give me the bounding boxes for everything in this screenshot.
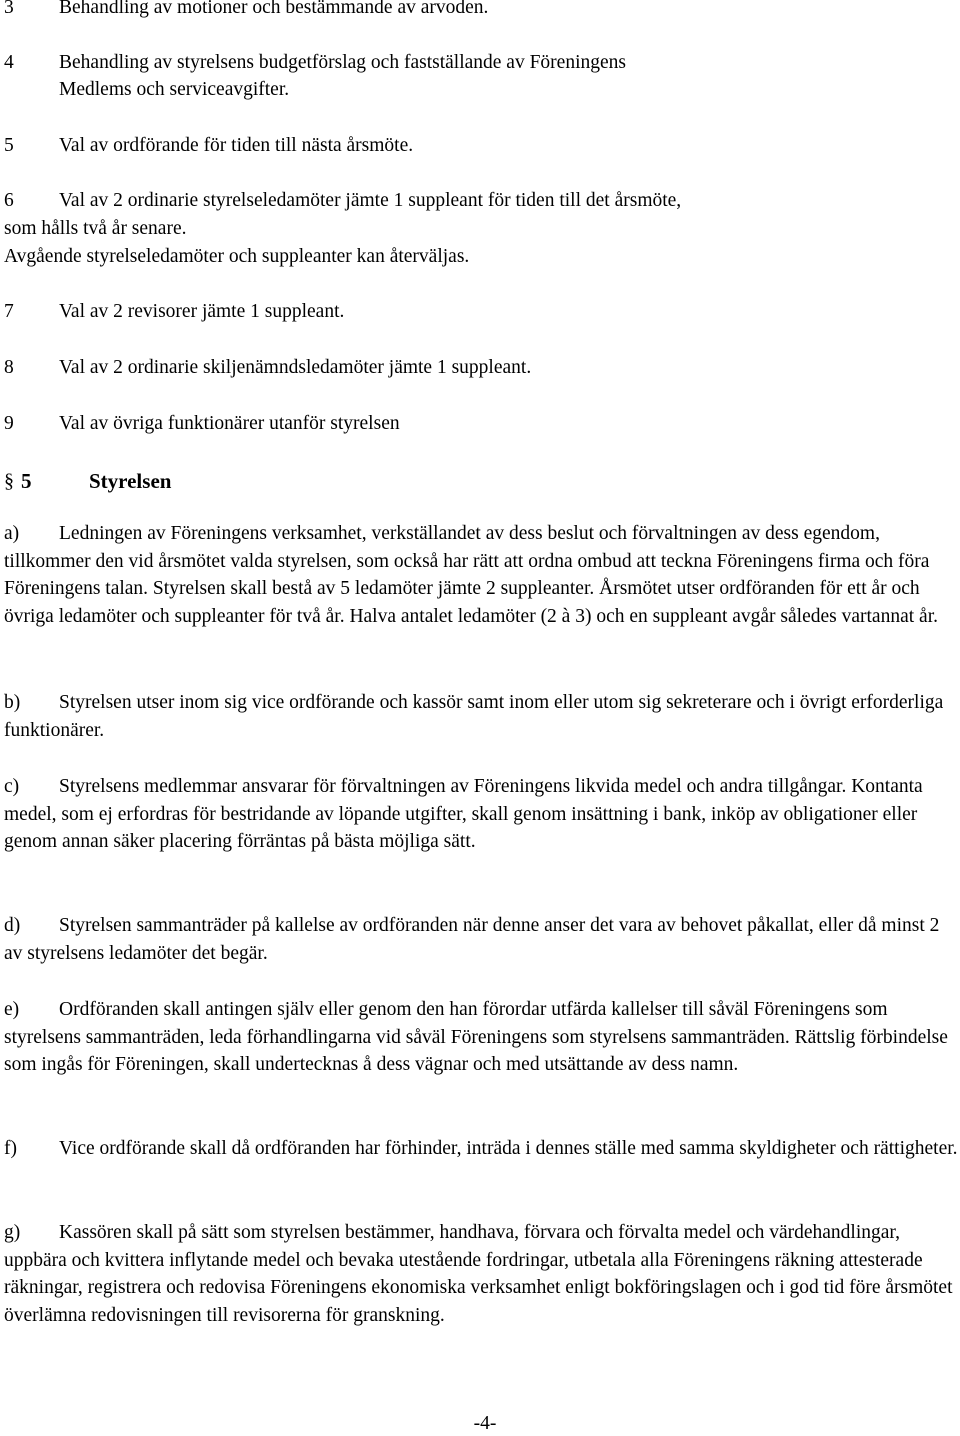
agenda-item-text: Behandling av styrelsens budgetförslag och fastställande av Föreningens xyxy=(59,52,626,73)
paragraph-text: Ordföranden skall antingen själv eller genom den han förordar utfärda kallelser till såväl Föreningens som styrelsens sammanträden, leda förhandlingarna vid såväl Föreningens som styrelsens sammanträden. Rättslig förbindelse som ingås för Föreningen, skall undertecknas å dess vägnar och med utsättande av dess namn. xyxy=(4,999,948,1076)
section-symbol: § xyxy=(4,470,14,492)
paragraph-label: a) xyxy=(4,523,20,544)
paragraph-label: f) xyxy=(4,1138,17,1159)
paragraph-d xyxy=(4,912,960,967)
paragraph-text: Styrelsens medlemmar ansvarar för förvaltningen av Föreningens likvida medel och andra tillgångar. Kontanta medel, som ej erfordras för bestridande av löpande utgifter, skall genom insättning i bank, inköp av obligationer eller genom annan säker placering förräntas på bästa möjliga sätt. xyxy=(4,776,923,853)
agenda-item-6-continuation: som hålls två år senare. xyxy=(4,218,187,239)
paragraph-g xyxy=(4,1219,960,1330)
agenda-item-text: Val av 2 ordinarie styrelseledamöter jämte 1 suppleant för tiden till det årsmöte, xyxy=(59,190,682,211)
paragraph-f xyxy=(4,1135,960,1163)
agenda-item-text: Medlems och serviceavgifter. xyxy=(59,79,290,100)
paragraph-label: g) xyxy=(4,1222,21,1243)
agenda-item-number: 6 xyxy=(4,190,14,211)
paragraph-text: Styrelsen utser inom sig vice ordförande och kassör samt inom eller utom sig sekreterare och i övrigt erforderliga funktionärer. xyxy=(4,692,944,741)
agenda-item-number: 4 xyxy=(4,52,14,73)
agenda-item-number: 8 xyxy=(4,357,14,378)
paragraph-text: Kassören skall på sätt som styrelsen bestämmer, handhava, förvara och förvalta medel och värdehandlingar, uppbära och kvittera inflytande medel och bevaka utestående fordringar, utbetala alla Föreningens räkning attesterade räkningar, registrera och redovisa Föreningens ekonomiska verksamhet enligt bokföringslagen och i god tid före årsmötet överlämna redovisningen till revisorerna för granskning. xyxy=(4,1222,953,1327)
paragraph-e xyxy=(4,996,960,1079)
paragraph-label: b) xyxy=(4,692,21,713)
paragraph-label: c) xyxy=(4,776,20,797)
paragraph-b xyxy=(4,689,960,744)
agenda-item-text: Val av ordförande för tiden till nästa årsmöte. xyxy=(59,135,414,156)
agenda-item-text: Behandling av motioner och bestämmande av arvoden. xyxy=(59,0,489,18)
paragraph-label: d) xyxy=(4,915,21,936)
paragraph-text: Styrelsen sammanträder på kallelse av ordföranden när denne anser det vara av behovet påkallat, eller då minst 2 av styrelsens ledamöter det begär. xyxy=(4,915,940,964)
paragraph-c xyxy=(4,773,960,856)
section-number: 5 xyxy=(21,469,32,493)
agenda-item-number: 3 xyxy=(4,0,14,18)
agenda-item-number: 9 xyxy=(4,413,14,434)
section-title: Styrelsen xyxy=(89,469,172,493)
agenda-item-number: 5 xyxy=(4,135,14,156)
paragraph-a xyxy=(4,520,960,631)
agenda-item-text: Val av 2 ordinarie skiljenämndsledamöter jämte 1 suppleant. xyxy=(59,357,532,378)
agenda-item-text: Val av övriga funktionärer utanför styrelsen xyxy=(59,413,400,434)
page-number: -4- xyxy=(473,1413,497,1434)
agenda-item-6-note: Avgående styrelseledamöter och suppleanter kan återväljas. xyxy=(4,246,470,267)
agenda-item-number: 7 xyxy=(4,301,14,322)
paragraph-text: Ledningen av Föreningens verksamhet, verkställandet av dess beslut och förvaltningen av dess egendom, tillkommer den vid årsmötet valda styrelsen, som också har rätt att ordna ombud att teckna Föreningens firma och föra Föreningens talan. Styrelsen skall bestå av 5 ledamöter jämte 2 suppleanter. Årsmötet utser ordföranden för ett år och övriga ledamöter och suppleanter för två år. Halva antalet ledamöter (2 à 3) och en suppleant avgår således vartannat år. xyxy=(4,523,938,628)
paragraph-text: Vice ordförande skall då ordföranden har förhinder, inträda i dennes ställe med samma skyldigheter och rättigheter. xyxy=(59,1138,958,1159)
paragraph-label: e) xyxy=(4,999,20,1020)
agenda-item-text: Val av 2 revisorer jämte 1 suppleant. xyxy=(59,301,345,322)
